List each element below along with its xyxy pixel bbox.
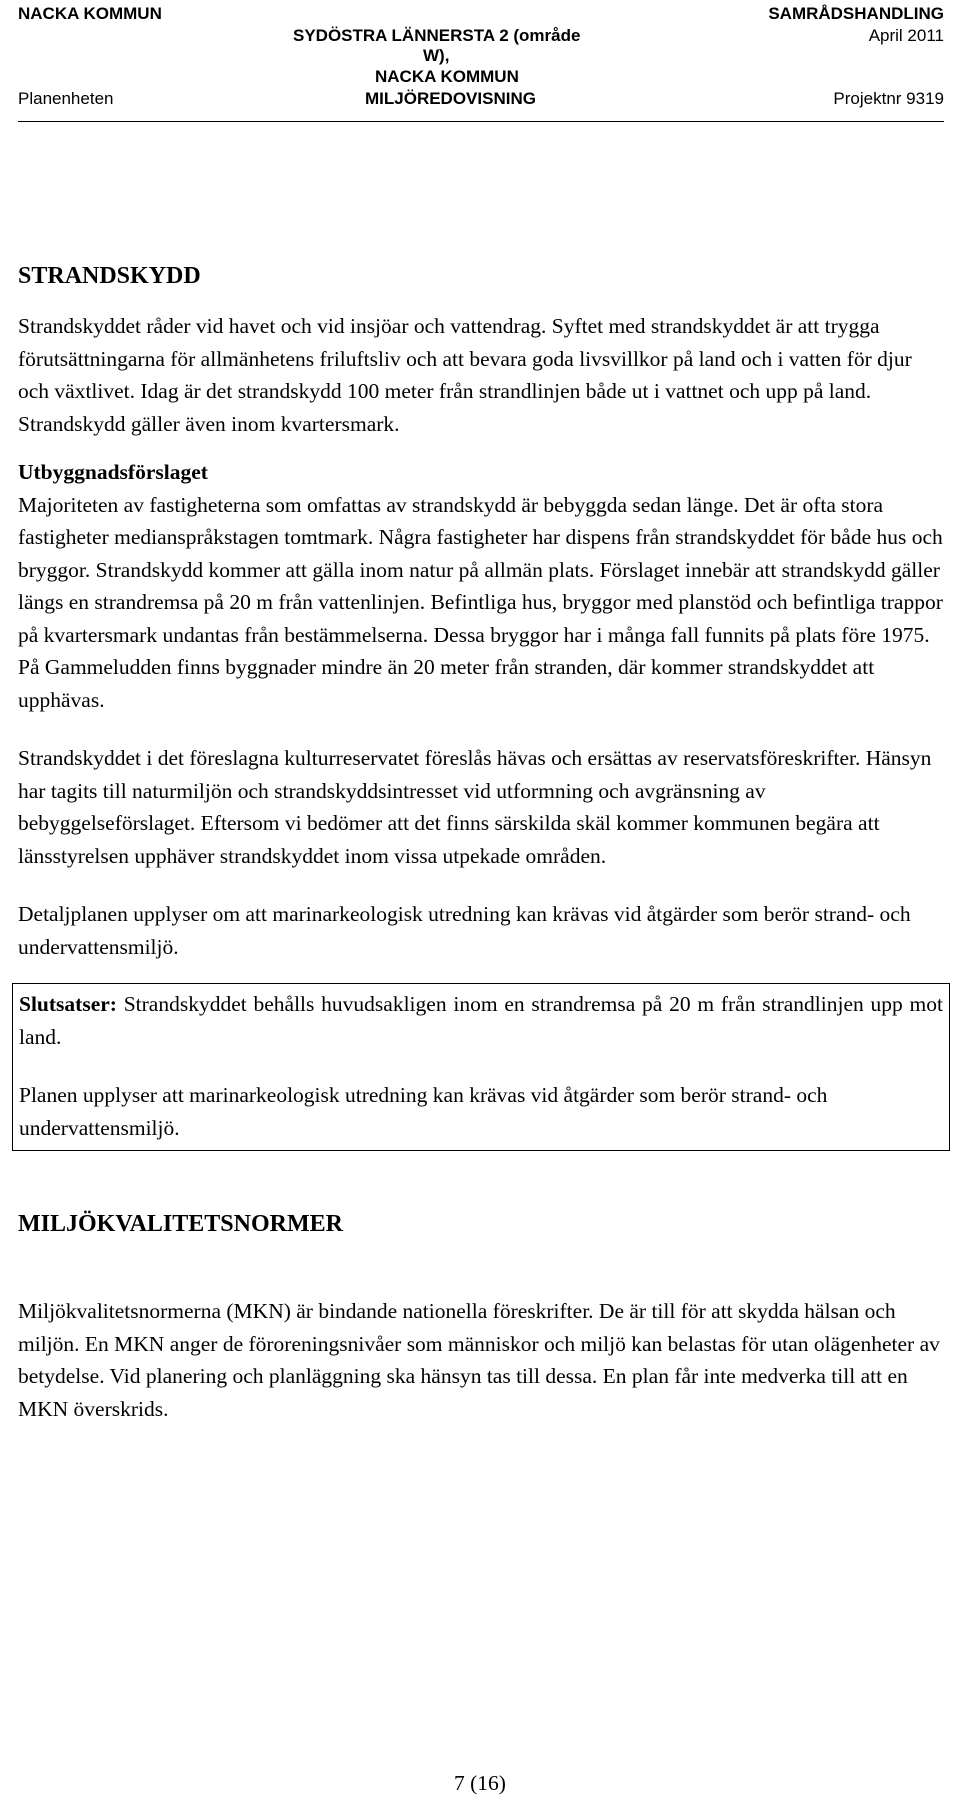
conclusion-paragraph-2: Planen upplyser att marinarkeologisk utredning kan krävas vid åtgärder som berör strand- och undervattensmiljö. <box>19 1083 828 1140</box>
section-heading-mkn: MILJÖKVALITETSNORMER <box>18 1211 343 1237</box>
header-status: SAMRÅDSHANDLING <box>768 4 944 23</box>
header-project-number: Projektnr 9319 <box>833 89 944 108</box>
conclusion-box <box>12 983 950 1151</box>
page-number: 7 (16) <box>454 1771 506 1795</box>
strandskydd-paragraph-3: Detaljplanen upplyser om att marinarkeologisk utredning kan krävas vid åtgärder som berör strand- och undervattensmiljö. <box>18 902 911 959</box>
header-org: NACKA KOMMUN <box>18 4 162 23</box>
conclusion-label: Slutsatser: <box>19 992 117 1016</box>
header-project-title-2: W), <box>423 46 450 65</box>
header-divider <box>18 121 944 122</box>
header-date: April 2011 <box>868 26 944 45</box>
section-heading-strandskydd: STRANDSKYDD <box>18 263 201 289</box>
conclusion-paragraph <box>19 988 943 1053</box>
header-project-title-3: NACKA KOMMUN <box>375 67 519 86</box>
strandskydd-paragraph-1: Majoriteten av fastigheterna som omfattas av strandskydd är bebyggda sedan länge. Det är ofta stora fastigheter medianspråkstagen tomtmark. Några fastigheter har dispens från strandskyddet för både hus och bryggor. Strandskydd kommer att gälla inom natur på allmän plats. Förslaget innebär att strandskydd gäller längs en strandremsa på 20 m från vattenlinjen. Befintliga hus, bryggor med planstöd och befintliga trappor på kvartersmark undantas från bestämmelserna. Dessa bryggor har i många fall funnits på plats före 1975. På Gammeludden finns byggnader mindre än 20 meter från stranden, där kommer strandskyddet att upphävas. <box>18 492 943 712</box>
header-department: Planenheten <box>18 89 114 108</box>
mkn-paragraph: Miljökvalitetsnormerna (MKN) är bindande nationella föreskrifter. De är till för att skydda hälsan och miljön. En MKN anger de föroreningsnivåer som människor och miljö kan belastas för utan olägenheter av betydelse. Vid planering och planläggning ska hänsyn tas till dessa. En plan får inte medverka till att en MKN överskrids. <box>18 1299 940 1421</box>
document-body <box>18 261 944 1425</box>
header-project-title-1: SYDÖSTRA LÄNNERSTA 2 (område <box>293 26 581 45</box>
conclusion-text: Strandskyddet behålls huvudsakligen inom en strandremsa på 20 m från strandlinjen upp mot land. <box>19 992 943 1049</box>
strandskydd-paragraph-2: Strandskyddet i det föreslagna kulturreservatet föreslås hävas och ersättas av reservatsföreskrifter. Hänsyn har tagits till naturmiljön och strandskyddsintresset vid utformning och avgränsning av bebyggelseförslaget. Eftersom vi bedömer att det finns särskilda skäl kommer kommunen begära att länsstyrelsen upphäver strandskyddet inom vissa utpekade områden. <box>18 746 932 868</box>
header-document-type: MILJÖREDOVISNING <box>365 89 536 108</box>
subheading-utbyggnadsforslaget: Utbyggnadsförslaget <box>18 460 208 484</box>
strandskydd-intro: Strandskyddet råder vid havet och vid insjöar och vattendrag. Syftet med strandskyddet är att trygga förutsättningarna för allmänhetens friluftsliv och att bevara goda livsvillkor på land och i vatten för djur och växtlivet. Idag är det strandskydd 100 meter från strandlinjen både ut i vattnet och upp på land. Strandskydd gäller även inom kvartersmark. <box>18 314 912 436</box>
